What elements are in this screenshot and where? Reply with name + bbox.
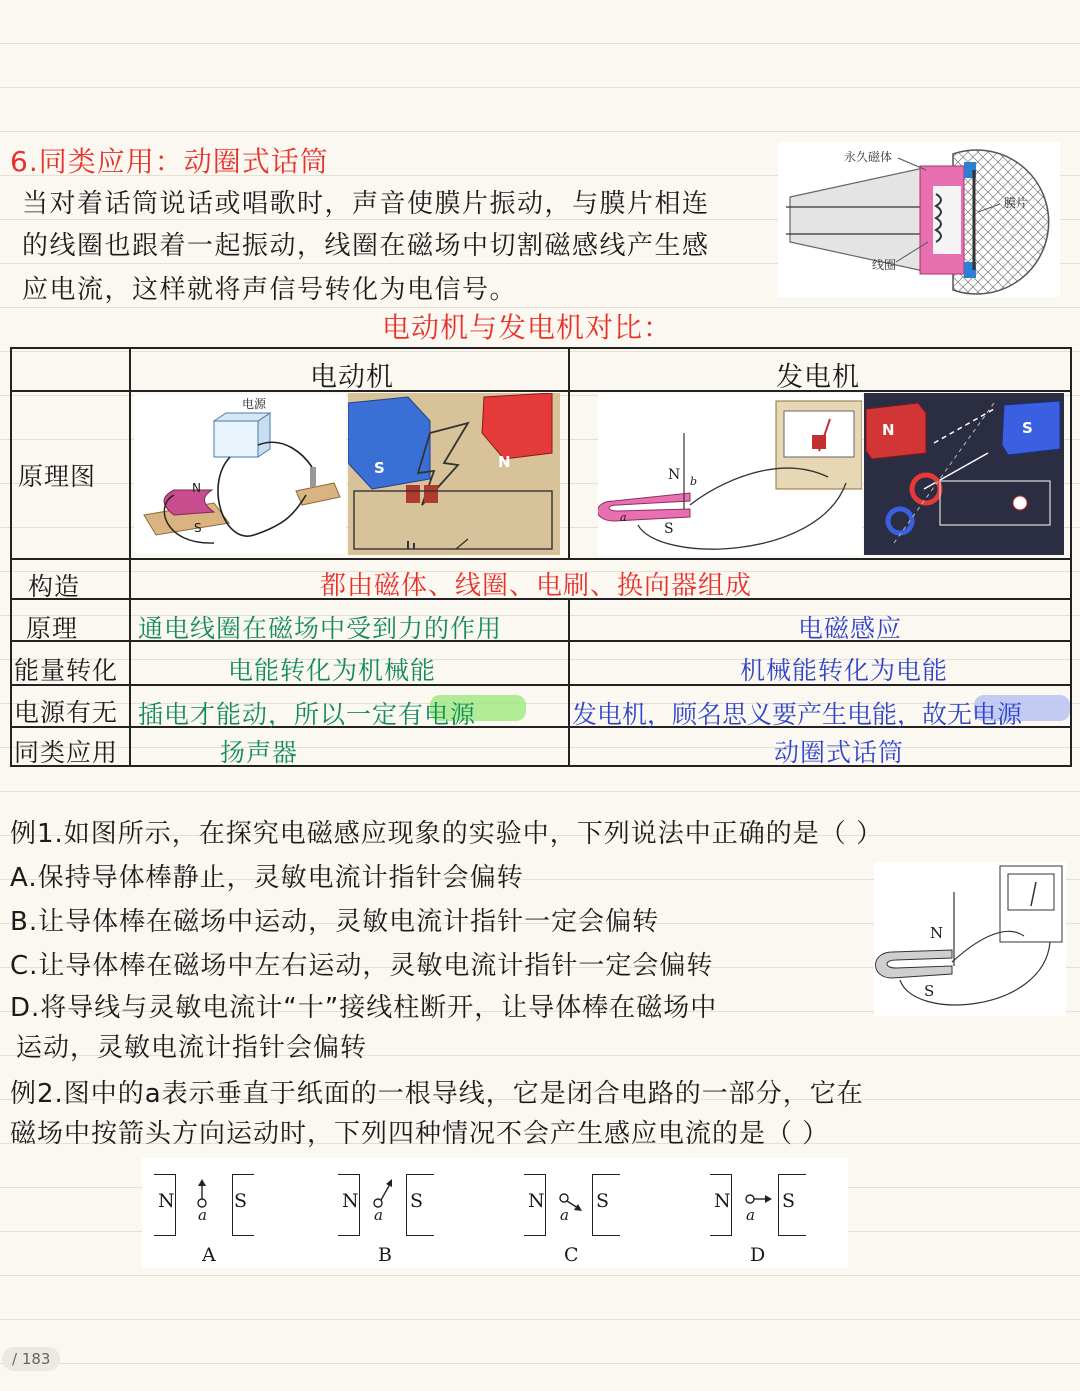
ex2-figure-a [154,1164,266,1264]
ex2-figure-b [338,1164,450,1264]
motor-label-s: S [194,521,202,535]
ex2-figure-d [710,1164,822,1264]
fig-b-a: a [374,1206,383,1224]
paragraph-line-1: 当对着话筒说话或唱歌时，声音使膜片振动，与膜片相连 [22,189,710,219]
section-title: 6.同类应用：动圈式话筒 [10,145,329,178]
ex1-label-s: S [924,982,935,1000]
structure-shared: 都由磁体、线圈、电刷、换向器组成 [320,571,753,601]
fig-d-letter: D [750,1244,766,1266]
energy-motor: 电能转化为机械能 [228,656,437,685]
fig-a-s: S [234,1190,248,1212]
label-coil: 线圈 [872,258,897,272]
ex2-question-line-2: 磁场中按箭头方向运动时，下列四种情况不会产生感应电流的是（ ） [10,1119,830,1149]
energy-generator: 机械能转化为电能 [740,656,949,685]
ex2-question-line-1: 例2.图中的a表示垂直于纸面的一根导线，它是闭合电路的一部分，它在 [10,1079,864,1109]
application-generator: 动圈式话筒 [774,738,905,767]
fig-c-s: S [596,1190,610,1212]
header-generator: 发电机 [776,362,860,393]
label-permanent-magnet: 永久磁体 [844,150,893,164]
ex1-option-d-line-2: 运动，灵敏电流计指针会偏转 [16,1033,368,1063]
gen-fig-label-s: S [1022,419,1033,437]
fig-a-n: N [158,1190,175,1212]
motor-label-n: N [192,481,201,495]
principle-generator: 电磁感应 [798,614,903,643]
page-counter: / 183 [2,1347,60,1371]
fig-b-s: S [410,1190,424,1212]
ex1-question: 例1.如图所示，在探究电磁感应现象的实验中，下列说法中正确的是（ ） [10,819,884,849]
comparison-table [10,347,1072,767]
header-motor: 电动机 [310,362,394,393]
fig-c-letter: C [564,1244,579,1266]
motor-fig-label-s: S [374,459,385,477]
fig-d-s: S [782,1190,796,1212]
fig-d-n: N [714,1190,731,1212]
motor-principle-figure [348,393,560,555]
fig-b-n: N [342,1190,359,1212]
fig-a-letter: A [202,1244,216,1266]
ex1-option-a: A.保持导体棒静止，灵敏电流计指针会偏转 [10,863,524,893]
motor-apparatus-figure [134,395,346,553]
principle-motor: 通电线圈在磁场中受到力的作用 [138,614,503,643]
generator-apparatus-figure [598,393,862,555]
fig-c-n: N [528,1190,545,1212]
fig-d-a: a [746,1206,755,1224]
row-label-power: 电源有无 [14,698,119,727]
row-label-application: 同类应用 [14,738,119,767]
label-membrane: 膜片 [1004,196,1029,210]
microphone-figure [778,142,1060,297]
row-label-diagram: 原理图 [18,462,97,491]
ex1-option-d-line-1: D.将导线与灵敏电流计“十”接线柱断开，让导体棒在磁场中 [10,993,718,1023]
comparison-title: 电动机与发电机对比： [382,311,673,344]
fig-c-a: a [560,1206,569,1224]
gen-label-a: a [620,511,627,524]
fig-a-a: a [198,1206,207,1224]
gen-fig-label-n: N [882,421,895,439]
ex1-label-n: N [930,924,944,942]
ex1-figure [874,862,1066,1016]
ex2-figures [142,1158,848,1268]
row-label-principle: 原理 [26,614,79,643]
paragraph-line-3: 应电流，这样就将声信号转化为电信号。 [22,275,518,305]
application-motor: 扬声器 [220,738,299,767]
gen-label-b: b [690,475,698,488]
power-motor: 插电才能动，所以一定有电源 [138,700,477,729]
paragraph-line-2: 的线圈也跟着一起振动，线圈在磁场中切割磁感线产生感 [22,231,710,261]
motor-fig-label-n: N [498,453,511,471]
label-power-source: 电源 [242,397,267,411]
ex1-option-b: B.让导体棒在磁场中运动，灵敏电流计指针一定会偏转 [10,907,660,937]
gen-label-s: S [664,521,674,537]
ex1-option-c: C.让导体棒在磁场中左右运动，灵敏电流计指针一定会偏转 [10,951,714,981]
gen-label-n: N [668,467,681,483]
generator-principle-figure [864,393,1064,555]
row-label-energy: 能量转化 [14,656,119,685]
fig-b-letter: B [378,1244,392,1266]
ex2-figure-c [524,1164,636,1264]
power-generator: 发电机，顾名思义要产生电能，故无电源 [572,700,1023,729]
row-label-structure: 构造 [28,572,81,601]
